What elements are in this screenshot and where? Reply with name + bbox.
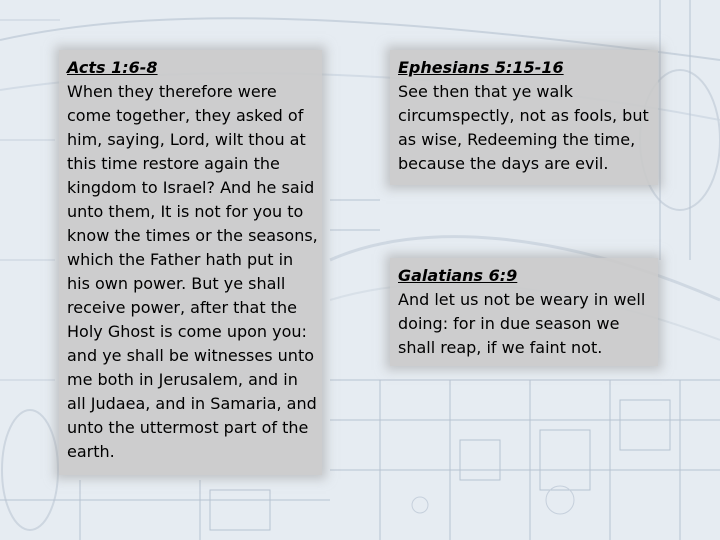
- scripture-card-acts: [59, 50, 322, 475]
- scripture-text: See then that ye walk circumspectly, not as fools, but as wise, Redeeming the time, because the days are evil.: [398, 82, 649, 173]
- scripture-reference: Ephesians 5:15-16: [398, 58, 564, 77]
- scripture-text: And let us not be weary in well doing: for in due season we shall reap, if we faint not.: [398, 290, 646, 357]
- scripture-text: When they therefore were come together, they asked of him, saying, Lord, wilt thou at this time restore again the kingdom to Israel? And he said unto them, It is not for you to know the times or the seasons, which the Father hath put in his own power. But ye shall receive power, after that the Holy Ghost is come upon you: and ye shall be witnesses unto me both in Jerusalem, and in all Judaea, and in Samaria, and unto the uttermost part of the earth.: [67, 82, 318, 461]
- scripture-reference: Acts 1:6-8: [67, 58, 158, 77]
- scripture-reference: Galatians 6:9: [398, 266, 518, 285]
- scripture-card-ephesians: [390, 50, 658, 185]
- scripture-card-galatians: [390, 258, 658, 366]
